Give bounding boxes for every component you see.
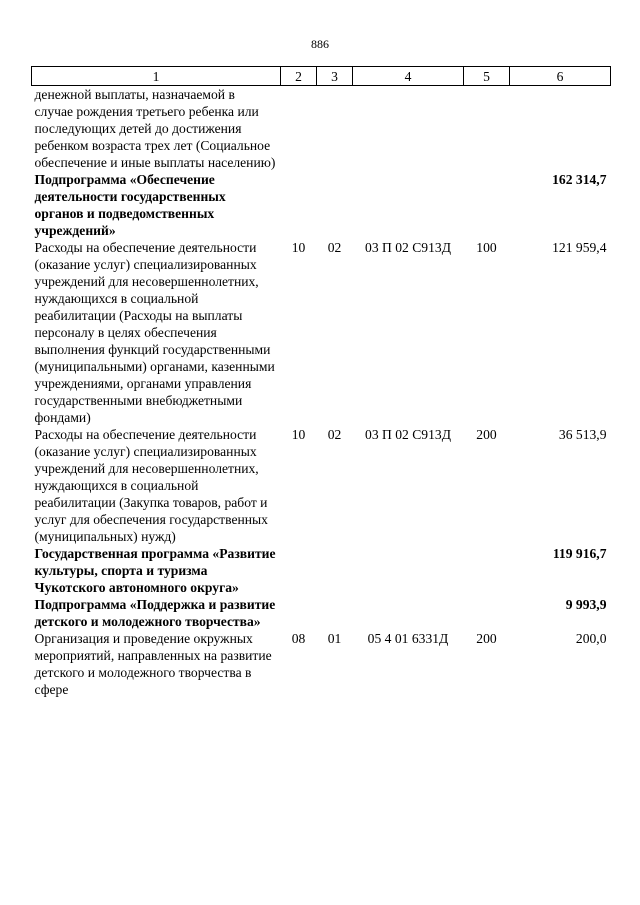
target-article-cell: 03 П 02 С913Д [365, 240, 451, 255]
expense-type-cell [464, 596, 510, 630]
amount-cell: 200,0 [575, 631, 607, 646]
subsection-code-cell [317, 545, 353, 596]
subsection-code-cell: 02 [327, 427, 342, 442]
section-code-cell: 10 [291, 427, 306, 442]
target-article-cell [353, 545, 464, 596]
column-header-2: 2 [281, 67, 317, 86]
section-code-cell [281, 545, 317, 596]
row-name-cell: Подпрограмма «Обеспечение деятельности государственных органов и подведомственных учреждений» [34, 172, 226, 238]
budget-table [31, 66, 611, 698]
expense-type-cell: 100 [476, 240, 497, 255]
row-name-cell: Подпрограмма «Поддержка и развитие детского и молодежного творчества» [34, 597, 276, 629]
row-name-cell: Расходы на обеспечение деятельности (оказание услуг) специализированных учреждений для несовершеннолетних, нуждающихся в социальной реабилитации (Закупка товаров, работ и услуг для обеспечения государственных (муниципальных) нужд) [34, 427, 268, 544]
target-article-cell: 05 4 01 6331Д [367, 631, 449, 646]
column-header-3: 3 [317, 67, 353, 86]
section-code-cell: 10 [291, 240, 306, 255]
subsection-code-cell [317, 86, 353, 172]
subsection-code-cell [317, 596, 353, 630]
row-name-cell: Организация и проведение окружных мероприятий, направленных на развитие детского и молодежного творчества в сфере [34, 631, 272, 697]
expense-type-cell [464, 171, 510, 239]
target-article-cell: 03 П 02 С913Д [365, 427, 451, 442]
subsection-code-cell [317, 171, 353, 239]
table-row [32, 630, 611, 698]
target-article-cell [353, 596, 464, 630]
column-header-4: 4 [353, 67, 464, 86]
amount-cell [510, 86, 611, 172]
expense-type-cell [464, 545, 510, 596]
budget-table-body [32, 86, 611, 699]
table-row [32, 239, 611, 426]
subsection-code-cell: 02 [327, 240, 342, 255]
column-header-5: 5 [464, 67, 510, 86]
table-row [32, 426, 611, 545]
section-code-cell: 08 [291, 631, 306, 646]
expense-type-cell [464, 86, 510, 172]
subsection-code-cell: 01 [327, 631, 342, 646]
column-header-6: 6 [510, 67, 611, 86]
section-code-cell [281, 86, 317, 172]
section-code-cell [281, 171, 317, 239]
row-name-cell: Государственная программа «Развитие культуры, спорта и туризма Чукотского автономного округа» [34, 546, 276, 595]
target-article-cell [353, 86, 464, 172]
amount-cell: 119 916,7 [552, 546, 607, 561]
table-row [32, 596, 611, 630]
amount-cell: 121 959,4 [552, 240, 607, 255]
column-number-header-row [32, 67, 611, 86]
expense-type-cell: 200 [476, 427, 497, 442]
table-row [32, 86, 611, 172]
amount-cell: 9 993,9 [565, 597, 607, 612]
row-name-cell: денежной выплаты, назначаемой в случае рождения третьего ребенка или последующих детей до достижения ребенком возраста трех лет (Социальное обеспечение и иные выплаты населению) [34, 87, 276, 170]
page-number: 886 [311, 37, 329, 51]
target-article-cell [353, 171, 464, 239]
section-code-cell [281, 596, 317, 630]
table-row [32, 545, 611, 596]
amount-cell: 36 513,9 [558, 427, 607, 442]
expense-type-cell: 200 [476, 631, 497, 646]
column-header-1: 1 [32, 67, 281, 86]
amount-cell: 162 314,7 [552, 172, 607, 187]
table-row [32, 171, 611, 239]
row-name-cell: Расходы на обеспечение деятельности (оказание услуг) специализированных учреждений для несовершеннолетних, нуждающихся в социальной реабилитации (Расходы на выплаты персоналу в целях обеспечения выполнения функций государственными (муниципальными) органами, казенными учреждениями, органами управления государственными внебюджетными фондами) [34, 240, 275, 425]
